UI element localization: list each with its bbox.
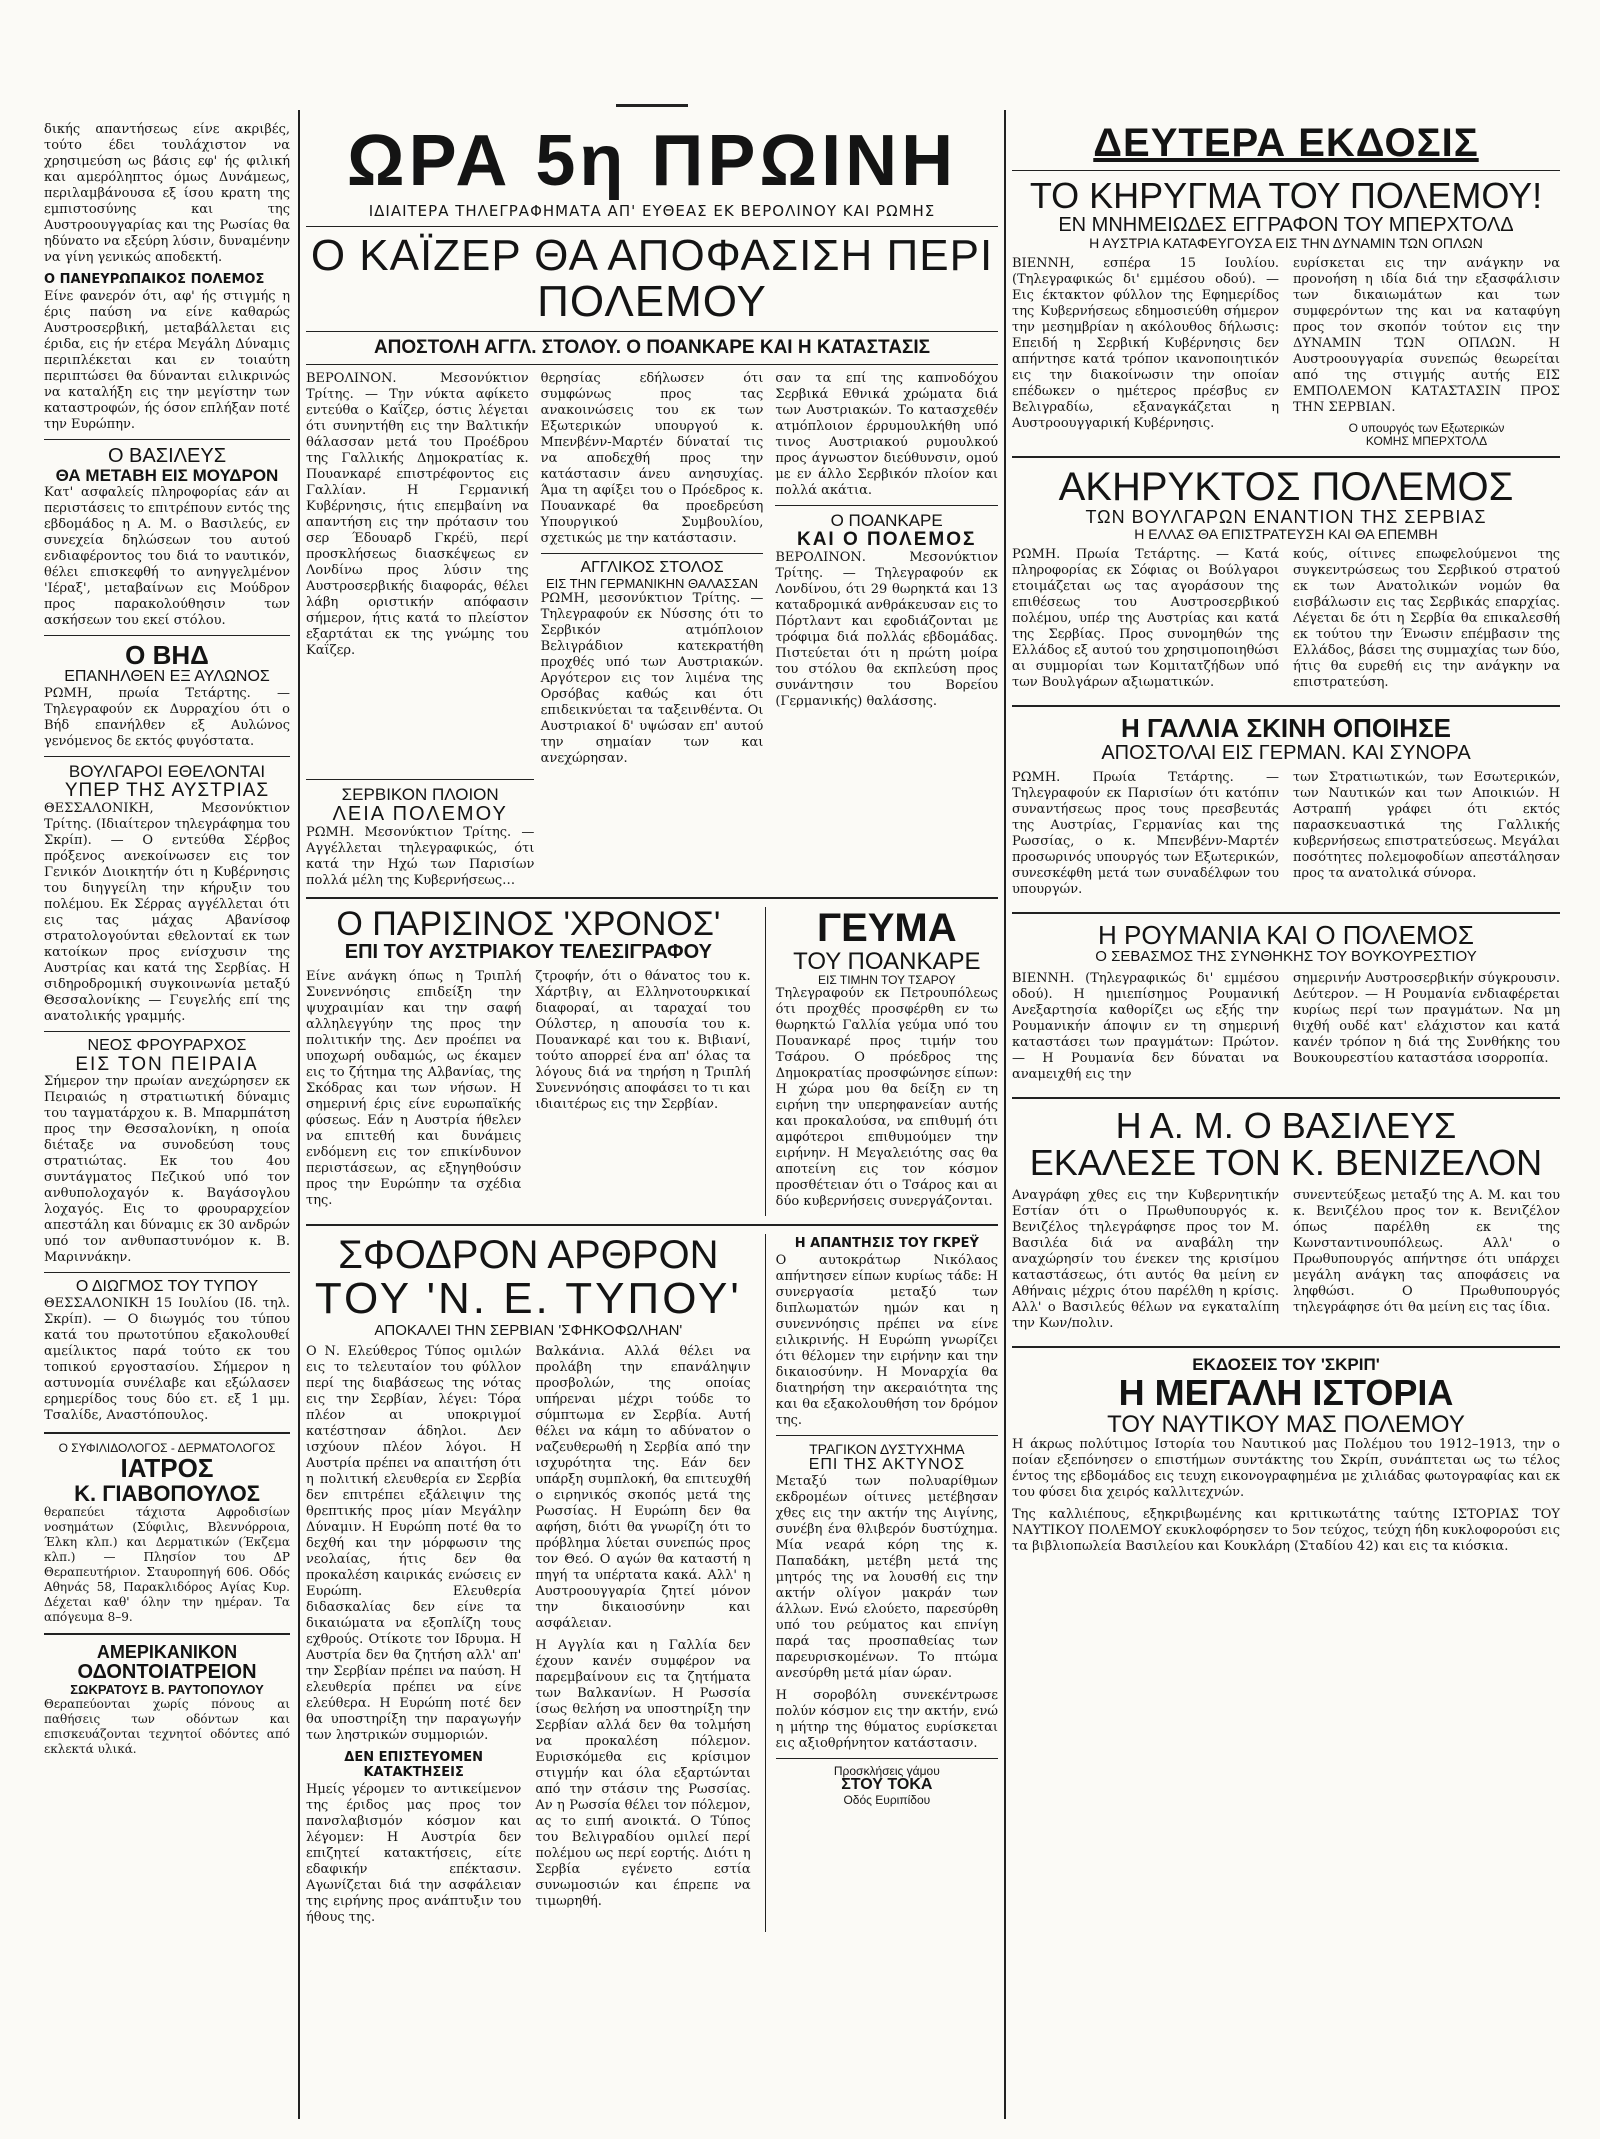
headline: ΑΚΗΡΥΚΤΟΣ ΠΟΛΕΜΟΣ (1058, 464, 1514, 509)
article-text: ΘΕΣΣΑΛΟΝΙΚΗ 15 Ιουλίου (Ιδ. τηλ. Σκρίπ). — Ο διωγμός του τύπου κατά του πρωτοτύπου εξακολουθεί αμείλικτος παρά τούτο εκ του τοπικού εργοστασίου. Σήμερον η αστυνομία συνέλαβε και εξώλασεν ερημερίδος τους δύο ετ. εξ 1 μμ. Τσαλίδε, Αναστόπουλος. (44, 1296, 290, 1424)
subheadline: ΑΠΟΣΤΟΛΗ ΑΓΓΛ. ΣΤΟΛΟΥ. Ο ΠΟΑΝΚΑΡΕ ΚΑΙ Η ΚΑΤΑΣΤΑΣΙΣ (373, 337, 931, 359)
section-title: ΑΓΓΛΙΚΟΣ ΣΤΟΛΟΣ (580, 559, 724, 577)
article-text: Βαλκάνια. Αλλά θέλει να προλάβη την επανάληψιν προσβολών, της οποίας υπήρεναι μέχρι τούδε το σύμπτωμα εν Σερβία. Αυτή θέλει να κάμη το αδύνατον ο ναζευθερωθή η Σερβία από την ισχυρότητα της. Εάν δεν υπάρξη συμπλοκή, θα επιτευχθή ο ειρηνικός σκοπός μετά της Ρωσσίας. Η Ευρώπη δεν θα αφήση, διότι θα γνωρίζη ότι το πρόβλημα λύεται συνεπώς προς τον Θεό. Ο αγών θα καταστή η πηγή τα υπέρτατα κακά. Αλλ' η Αυστροουγγαρία ζητεί μόνον την δικαιοσύνην και ασφάλειαν. (535, 1344, 751, 1632)
ad-line: ΟΔΟΝΤΟΙΑΤΡΕΙΟΝ (77, 1661, 257, 1684)
section-title: ΔΕΝ ΕΠΙΣΤΕΥΟΜΕΝ ΚΑΤΑΚΤΗΣΕΙΣ (344, 1750, 484, 1781)
signature-line: Ο υπουργός των Εξωτερικών (1348, 421, 1505, 436)
article-text: Αναγράφη χθες εις την Κυβερνητικήν Εστίαν ότι ο Πρωθυπουργός κ. Βενιζέλος τηλεγράφησε προς τον Μ. Βασιλέα διά να αναβάλη την αναχώρησίν του ένεκεν της κρισίμου καταστάσεως, ότι αυτός θα μείνη εν Αθήναις μέχρις ότου παρέλθη η κρίσις. Αλλ' ο Βασιλεύς θέλων να εγκαταλίπη την Κων/πολιν. (1012, 1188, 1279, 1332)
section-subtitle: ΕΠΑΝΗΛΘΕΝ ΕΞ ΑΥΛΩΝΟΣ (64, 668, 270, 686)
section-dek: Η ΕΛΛΑΣ ΘΑ ΕΠΙΣΤΡΑΤΕΥΣΗ ΚΑΙ ΘΑ ΕΠΕΜΒΗ (1134, 525, 1438, 542)
section-dek: ΕΙΣ ΤΙΜΗΝ ΤΟΥ ΤΣΑΡΟΥ (818, 972, 956, 987)
article-text: Είνε φανερόν ότι, αφ' ής στιγμής η έρις παύση να είνε καθαρώς Αυστροσερβική, μεταβάλλεται εις έριδα, εις ήν ετέρα Μεγάλη Δύναμις περιπλέκεται και εν τοιαύτη περιπτώσει θα δύνανται ειλικρινώς να καταλήξη εις την μεγίστην των καταστροφών, ής όσον επλήξαν ποτέ την Ευρώπην. (44, 289, 290, 432)
article-text: των Στρατιωτικών, των Εσωτερικών, των Ναυτικών και των Αποικιών. Η Αστραπή γράφει ότι εκτός παρασκευαστικά της Γαλλικής κυβερνήσεως επιστρατεύσεως. Μεγάλαι ποσότητες πολεμοφοδίων απεστάλησαν προς τα ανατολικά σύνορα. (1293, 769, 1560, 881)
article-text: ΡΩΜΗ, πρωία Τετάρτης. — Τηλεγραφούν εκ Δυρραχίου ότι ο Βήδ επανήλθεν εξ Αυλώνος γενόμενος δε εκτός φυγόστατα. (44, 685, 290, 749)
section-title: ΓΕΥΜΑ (817, 905, 957, 950)
ad-text: Θεραπεύονται χωρίς πόνους αι παθήσεις των οδόντων και επισκευάζονται τεχνητοί οδόντες από εκλεκτά υλικά. (44, 1696, 290, 1756)
headline: Ο ΠΑΡΙΣΙΝΟΣ 'ΧΡΟΝΟΣ' (336, 904, 721, 943)
ad-line: ΕΚΔΟΣΕΙΣ ΤΟΥ 'ΣΚΡΙΠ' (1192, 1355, 1380, 1375)
subheadline: ΕΠΙ ΤΟΥ ΑΥΣΤΡΙΑΚΟΥ ΤΕΛΕΣΙΓΡΑΦΟΥ (344, 941, 712, 964)
ad-text: Η άκρως πολύτιμος Ιστορία του Ναυτικού μας Πολέμου του 1912–1913, την ο ποίαν εξεπόνησεν ο επιστήμων συντάκτης του Σκρίπ, συνάπτεται ως τω τέλος έντος της εβδομάδος εις τευχη εικονογραφημένα με χιλιάδας φωτογραφίας και εκ του φύσει δια χειρός καλλιτεχνών. (1012, 1437, 1560, 1501)
article-text: ΡΩΜΗ. Μεσονύκτιον Τρίτης. — Αγγέλλεται τηλεγραφικώς, ότι κατά την Ηχώ των Παρισίων πολλά μέλη της Κυβερνήσεως… (306, 824, 535, 888)
ad-text: Της καλλιέπους, εξηκριβωμένης και κριτικωτάτης ταύτης ΙΣΤΟΡΙΑΣ ΤΟΥ ΝΑΥΤΙΚΟΥ ΠΟΛΕΜΟΥ εκυκλοφόρησεν το 5ον τεύχος, τεύχη ήδη κυκλοφορούσι εις τα βιβλιοπωλεία Βασιλείου και Κουκλάρη (Σταδίου 42) και εις τα κιόσκια. (1012, 1507, 1561, 1555)
headline: ΤΟΥ 'Ν. Ε. ΤΥΠΟΥ' (314, 1274, 742, 1324)
article-text: ΒΕΡΟΛΙΝΟΝ. Μεσονύκτιον Τρίτης. — Την νύκτα αφίκετο εντεύθα ο Καΐζερ, όστις λέγεται ότι συνηντήθη εις την Βαλτικήν θάλασσαν μετά του Προέδρου της Γαλλικής Δημοκρατίας κ. Πουανκαρέ επιστρέφοντος εις Γαλλίαν. Η Γερμανική Κυβέρνησις, ήτις επεμβαίνη να απαντήση εις την πρότασιν του σερ Έδουαρδ Γκρέϋ, περί προσκλήσεως διασκέψεως εν Λονδίνω προς λύσιν της Αυστροσερβικής διαφοράς, θέλει λάβη οριστικήν απόφασιν σήμερον, ήτις κατά το πλείστον εξαρτάται εκ της γνώμης του Καΐζερ. (306, 371, 529, 659)
article-text: δικής απαντήσεως είνε ακριβές, τούτο έδει τουλάχιστον να χρησιμεύση ως βάσις εφ' ής φιλική και αμερόληπτος όμως Δυνάμεως, περιλαμβάνουσα εξ ίσου κρατη της εμπιστοσύνης και της Αυστροουγγαρίας και της Ρωσίας θα ηδύνατο να εξεύρη λύσιν, δυναμένην να γίνη γενικώς αποδεκτή. (44, 122, 290, 265)
article-text: Ο Ν. Ελεύθερος Τύπος ομιλών εις το τελευταίον του φύλλον περί της διαβάσεως της νότας εις την Σερβίαν, λέγει: Τόρα πλέον αι υποκριγμοί κατέστησαν άδηλοι. Δεν ισχύουν πλέον λόγοι. Η Αυστρία πρέπει να απαιτήση ότι η πολιτική ελευθερία εν Σερβία δεν επιτρέπει εξάλειψιν της θρεπτικής προς μίαν Μεγάλην Δύναμιν. Η Ευρώπη ποτέ θα το δεχθή και την μόρφωσιν της νεολαίας, ήτις δεν θα προκαλέση καιρικάς ενώσεις εν Ευρώπη. Ελευθερία διδασκαλίας δεν είνε τα δικαιώματα να εξοπλίζη τους εχθρούς. Οτίκοτε τον Ιδρυμα. Η Αυστρία δεν θα ζητήση αλλ' απ' την Σερβίαν πρέπει να παύση. Η ελευθερία πρέπει να είνε ελεύθερα. Η Ευρώπη ποτέ δεν θα υποστηρίξη την παραγωγήν των ληστρικών συμμοριών. (306, 1344, 522, 1744)
section-dek: Η ΑΥΣΤΡΙΑ ΚΑΤΑΦΕΥΓΟΥΣΑ ΕΙΣ ΤΗΝ ΔΥΝΑΜΙΝ ΤΩΝ ΟΠΛΩΝ (1089, 234, 1483, 251)
headline: Η ΡΟΥΜΑΝΙΑ ΚΑΙ Ο ΠΟΛΕΜΟΣ (1098, 919, 1474, 950)
right-column (1012, 122, 1560, 2129)
article-text: Ημείς γέρομεν το αντικείμενον της έριδος μας προς τον πανσλαβισμόν κόσμον και λέγομεν: Η Αυστρία δεν επιζητεί κατακτήσεις, είτε εδαφικήν επέκτασιν. Αγωνίζεται διά την ασφάλειαν της ειρήνης προς ανάπτυξιν του ήθους της. (306, 1782, 522, 1926)
article-text: Η Αγγλία και η Γαλλία δεν έχουν κανέν συμφέρον να παρεμβαίνουν εις τα ζητήματα των Βαλκανίων. Η Ρωσσία ίσως θελήση να υποστηρίξη την Σερβίαν αλλά δεν θα τολμήση να προκαλέση πόλεμον. Ευρισκόμεθα εις κρίσιμον στιγμήν και όλα εξαρτώνται από την στάσιν της Ρωσσίας. Αν η Ρωσσία θέλει τον πόλεμον, ας το ειπή ανοικτά. Ο Τύπος του Βελιγραδίου ομιλεί περί πολέμου ως περί εορτής. Διότι η Σερβία εγένετο εστία συνωμοσιών και έπρεπε να τιμωρηθή. (535, 1638, 751, 1910)
doctor-advertisement (44, 1442, 290, 1625)
ad-line: Ο ΣΥΦΙΛΙΔΟΛΟΓΟΣ - ΔΕΡΜΑΤΟΛΟΓΟΣ (58, 1441, 276, 1456)
left-column (44, 122, 290, 2129)
section-title: Ο ΒΗΔ (125, 639, 209, 670)
subheadline: ΑΠΟΚΑΛΕΙ ΤΗΝ ΣΕΡΒΙΑΝ 'ΣΦΗΚΟΦΩΛΗΑΝ' (374, 1321, 683, 1339)
article-text: Ο αυτοκράτωρ Νικόλαος απήντησεν είπων κυρίως τάδε: Η συνεργασία μεταξύ των διπλωματών ημών και η συνεννόησις πρέπει να είνε ειλικρινής. Η Ευρώπη γνωρίζει ότι θέλομεν την ειρήνην και την δικαιοσύνην. Η Μοναρχία θα διατηρήση την ακεραιότητα της και θα εξακολουθήση τον δρόμον της. (775, 1253, 998, 1429)
article-text: ΒΙΕΝΝΗ, εσπέρα 15 Ιουλίου. (Τηλεγραφικώς δι' εμμέσου οδού). — Εις έκτακτον φύλλον της Εφημερίδος της Κυβερνήσεως εδημοσιεύθη σήμερον την μεσημβρίαν η ακόλουθος δήλωσις: Επειδή η Σερβική Κυβέρνησις δεν απήντησε κατά τρόπον ικανοποιητικόν εις την διακοίνωσιν την οποίαν επέδωκεν ο ημέτερος πρέσβυς εν Βελιγραδίω, εξαναγκάζεται η Αυστροουγγαρική Κυβέρνησις. (1012, 256, 1279, 432)
edition-banner: ΔΕΥΤΕΡΑ ΕΚΔΟΣΙΣ (1093, 121, 1479, 165)
headline: Η ΓΑΛΛΙΑ ΣΚΙΝΗ ΟΠΟΙΗΣΕ (1120, 713, 1452, 744)
section-subtitle: ΤΟΥ ΠΟΑΝΚΑΡΕ (793, 947, 981, 975)
article-text: Κατ' ασφαλείς πληροφορίας εάν αι περιστάσεις το επιτρέπουν εντός της εβδομάδος η Α. Μ. ο Βασιλεύς, εν συνεχεία δηλώσεων του αυτού ενδιαφέροντος του διά το ναυτικόν, θέλει επισκεφθή το ανηγγελμένον 'Ιέραξ', μεταβαίνων εις Μούδρον προς παρακολούθησιν των ασκήσεων του εκεί στόλου. (44, 484, 290, 628)
ad-line: ΙΑΤΡΟΣ (120, 1452, 214, 1483)
subheadline: Ο ΣΕΒΑΣΜΟΣ ΤΗΣ ΣΥΝΘΗΚΗΣ ΤΟΥ ΒΟΥΚΟΥΡΕΣΤΙΟΥ (1095, 947, 1477, 965)
section-title: Ο ΔΙΩΓΜΟΣ ΤΟΥ ΤΥΠΟΥ (75, 1278, 259, 1296)
classified-line: ΣΤΟΥ ΤΟΚΑ (841, 1776, 933, 1794)
article-text: ΡΩΜΗ, μεσονύκτιον Τρίτης. — Τηλεγραφούν εκ Νύσσης ότι το Σερβικόν ατμόπλοιον Βελιγράδιον κατεκρατήθη προχθές υπό των Αυστριακών. Αργότερον εις τον λιμένα της Ορσόβας καθώς και ότι επιδεικνύεται τα ταξεινθέντα. Οι Αυστριακοί δ' υψώσαν επ' αυτού την σημαίαν των και ανεχώρησαν. (540, 590, 764, 766)
section-title: Η ΑΠΑΝΤΗΣΙΣ ΤΟΥ ΓΚΡΕΫ (794, 1236, 979, 1252)
ad-line: ΑΜΕΡΙΚΑΝΙΚΟΝ (96, 1642, 238, 1663)
ad-text: θεραπεύει τάχιστα Αφροδισίων νοσημάτων (Σύφιλις, Βλεννόρροια, Έλκη κλπ.) και Δερματικών (Έκζεμα κλπ.) — Πλησίον του ΔΡ Θεραπευτήριον. Σταυροπηγή 606. Οδός Αθηνάς 58, Παρακλιδόρος Αγίας Κυρ. Δέχεται καθ' όλην την ημέραν. Τα απόγευμα 8–9. (44, 1505, 290, 1625)
center-column (306, 122, 998, 2129)
headline: ΣΦΟΔΡΟΝ ΑΡΘΡΟΝ (338, 1233, 719, 1278)
section-title: ΤΡΑΓΙΚΟΝ ΔΥΣΤΥΧΗΜΑ (809, 1441, 965, 1458)
article-text: Η σοροβόλη συνεκέντρωσε πολύν κόσμον εις την ακτήν, ενώ η μήτηρ της θύματος ευρίσκεται εις αξιοθρήνητον κατάστασιν. (775, 1687, 998, 1751)
article-text: Σήμερον την πρωίαν ανεχώρησεν εκ Πειραιώς η στρατιωτική δύναμις του ταγματάρχου κ. Β. Μπαρμπάτση προς την Θεσσαλονίκη, η οποία διέταξε να συνοδεύση τους στρατιώτας. Εκ του 4ου συντάγματος Πεζικού υπό τον ανθυπολοχαγόν κ. Βαγάσογλου λοχαγός. Εις το φρουραρχείον απεστάλη και δύναμις εκ 30 ανδρών υπό τον ανθυπαστυνόμον κ. Β. Μαριννάκην. (44, 1074, 290, 1266)
ad-line: ΣΩΚΡΑΤΟΥΣ Β. ΡΑΥΤΟΠΟΥΛΟΥ (70, 1682, 264, 1698)
section-title: ΣΕΡΒΙΚΟΝ ΠΛΟΙΟΝ (341, 784, 499, 804)
headline: ΤΟ ΚΗΡΥΓΜΑ ΤΟΥ ΠΟΛΕΜΟΥ! (1029, 175, 1543, 216)
article-text: κούς, οίτινες επωφελούμενοι της συγκεντρώσεως του Σερβικού στρατού εκ των Ανατολικών νομών θα εισβάλωσιν εις τας Σερβικάς επαρχίας. Λέγεται δε ότι η Σερβία θα επικαλεσθή εκ τούτου την Ένωσιν επέμβασιν της Ελλάδος, βάσει της συμμαχίας των δύο, ήτις θα ευρεθή εις την ανάγκην να επιστρατεύση. (1293, 547, 1560, 691)
ad-line: Κ. ΓΙΑΒΟΠΟΥΛΟΣ (74, 1481, 260, 1507)
article-text: ΒΙΕΝΝΗ. (Τηλεγραφικώς δι' εμμέσου οδού). Η ημιεπίσημος Ρουμανική Ανεξαρτησία καθορίζει ως εξής την Ρουμανικήν άποψιν εν τη σημερινή καταστάσει των πραγμάτων: Πρώτον. — Η Ρουμανία δεν δύναται να αναμειχθή εις την (1012, 970, 1279, 1082)
ad-line: Η ΜΕΓΑΛΗ ΙΣΤΟΡΙΑ (1118, 1372, 1454, 1414)
article-text: Τηλεγραφούν εκ Πετρουπόλεως ότι προχθές προσφέρθη εν τω θωρηκτώ Γαλλία γεύμα υπό του Πουανκαρέ προς τιμήν του Τσάρου. Ο πρόεδρος της Δημοκρατίας προσφώνησε είπων: Η χώρα μου θα δείξη εν τη ειρήνη την υπερηφανείαν αυτής και προκαλούσα, να επιθυμή ότι αμφότεροι επιθυμούμεν την ειρήνην. Η Μεγαλειότης σας θα αποτείνη εις τον κόσμον προσθέτειαν ότι ο Τσάρος και αι δύο κυβερνήσεις συνεργάζονται. (775, 986, 998, 1210)
section-subtitle: ΘΑ ΜΕΤΑΒΗ ΕΙΣ ΜΟΥΔΡΟΝ (55, 466, 279, 485)
article-text: συνεντεύξεως μεταξύ της Α. Μ. και του κ. Βενιζέλου προς τον κ. Βενιζέλον όπως παρέλθη εκ της Κωνσταντινουπόλεως. Αλλ' ο Πρωθυπουργός απήντησε ότι υπάρχει μεγάλη ανάγκη τας αποφάσεις να ληφθώσι. Ο Πρωθυπουργός τηλεγράφησε ότι θα μείνη εις τας ίδια. (1293, 1188, 1560, 1316)
article-text: ΡΩΜΗ. Πρωία Τετάρτης. — Κατά πληροφορίας εκ Σόφιας οι Βούλγαροι ετοιμάζεται ως τας αγοράσουν της επιθέσεως του Αυστροσερβικού πολέμου, υπέρ της Αυστρίας και κατά της Σερβίας. Προς συνομηθών της Ελλάδος εξ αυτού του χρησιμοποιηθώσι αι συμμορίαι των Κομιτατζήδων υπό των Βουλγάρων αξιωματικών. (1012, 547, 1279, 691)
section-subtitle: ΥΠΕΡ ΤΗΣ ΑΥΣΤΡΙΑΣ (64, 779, 270, 801)
section-subtitle: ΚΑΙ Ο ΠΟΛΕΜΟΣ (796, 529, 977, 551)
section-title: Ο ΠΑΝΕΥΡΩΠΑΙΚΟΣ ΠΟΛΕΜΟΣ (44, 272, 265, 287)
headline: Η Α. Μ. Ο ΒΑΣΙΛΕΥΣ (1115, 1104, 1457, 1146)
ad-line: ΤΟΥ ΝΑΥΤΙΚΟΥ ΜΑΣ ΠΟΛΕΜΟΥ (1107, 1410, 1465, 1438)
headline: ΕΚΑΛΕΣΕ ΤΟΝ Κ. ΒΕΝΙΖΕΛΟΝ (1029, 1142, 1543, 1184)
subheadline: ΤΩΝ ΒΟΥΛΓΑΡΩΝ ΕΝΑΝΤΙΟΝ ΤΗΣ ΣΕΡΒΙΑΣ (1085, 506, 1487, 527)
top-rule (616, 104, 688, 107)
classified-line: Οδός Ευριπίδου (843, 1793, 931, 1808)
section-title: ΝΕΟΣ ΦΡΟΥΡΑΡΧΟΣ (87, 1036, 247, 1054)
subheadline: ΑΠΟΣΤΟΛΑΙ ΕΙΣ ΓΕΡΜΑΝ. ΚΑΙ ΣΥΝΟΡΑ (1101, 741, 1471, 764)
headline: Ο ΚΑΪΖΕΡ ΘΑ ΑΠΟΦΑΣΙΣΗ ΠΕΡΙ ΠΟΛΕΜΟΥ (310, 231, 994, 327)
article-text: θερησίας εδήλωσεν ότι συμφώνως προς τας ανακοινώσεις του εκ των Εξωτερικών υπουργού κ. Μπενβένν-Μαρτέν δύναταί τις να αποδεχθή προς την κατάστασιν άνευ ανησυχίας. Άμα τη αφίξει του ο Πρόεδρος κ. Πουανκαρέ θα προεδρεύση Υπουργικού Συμβουλίου, σχετικώς με την κατάστασιν. (540, 371, 764, 547)
article-text: ΒΕΡΟΛΙΝΟΝ. Μεσονύκτιον Τρίτης. — Τηλεγραφούν εκ Λονδίνου, ότι 29 θωρηκτά και 13 καταδρομικά ανθράκευσαν εις το Πόρτλαντ και εφοδιάζονται με τρόφιμα διά πολλάς εβδομάδας. Πιστεύεται ότι η πρώτη μοίρα του στόλου θα εκπλεύση προς συνάντησιν του Βορείου (Γερμανικής) θαλάσσης. (775, 550, 999, 710)
section-title: Ο ΠΟΑΝΚΑΡΕ (830, 511, 943, 531)
subheadline: ΕΝ ΜΝΗΜΕΙΩΔΕΣ ΕΓΓΡΑΦΟΝ ΤΟΥ ΜΠΕΡΧΤΟΛΔ (1058, 213, 1514, 236)
section-subtitle: ΕΙΣ ΤΗΝ ΓΕΡΜΑΝΙΚΗΝ ΘΑΛΑΣΣΑΝ (545, 576, 759, 592)
article-text: ΡΩΜΗ. Πρωία Τετάρτης. — Τηλεγραφούν εκ Παρισίων ότι κατόπιν συναντήσεως προς τους πρεσβευτάς της Αυστρίας, Γερμανίας και της Ρωσσίας, ο κ. Μπενβένν-Μαρτέν προσωρινός υπουργός των Εξωτερικών, συνεσκέφθη μετά των συναδέλφων του υπουργών. (1012, 769, 1279, 897)
section-title: ΒΟΥΛΓΑΡΟΙ ΕΘΕΛΟΝΤΑΙ (68, 761, 266, 781)
column-rule (1004, 110, 1006, 2119)
article-text: ΘΕΣΣΑΛΟΝΙΚΗ, Μεσονύκτιον Τρίτης. (Ιδιαίτερον τηλεγράφημα του Σκρίπ). — Ο εντεύθα Σέρβος πρόξενος ανεκοίνωσεν εις τον Γενικόν Διοικητήν ότι η Κυβέρνησις του διηγγείλη την κήρυξιν του πολέμου. Εκ Σέρρας αγγέλλεται ότι εις τας μάχας Αβανίσοφ στρατολογούνται εθελονταί εκ των κατοίκων προς ενίσχυσιν της Αυστρίας και κατά της Σερβίας. Η σιδηροδρομική συγκοινωνία μεταξύ Θεσσαλονίκης — Γευγελής επί της ανατολικής γραμμής. (44, 800, 290, 1024)
signature-line: ΚΟΜΗΣ ΜΠΕΡΧΤΟΛΔ (1365, 434, 1488, 449)
section-subtitle: ΕΙΣ ΤΟΝ ΠΕΙΡΑΙΑ (75, 1053, 259, 1075)
banner-dek: ΙΔΙΑΙΤΕΡΑ ΤΗΛΕΓΡΑΦΗΜΑΤΑ ΑΠ' ΕΥΘΕΑΣ ΕΚ ΒΕΡΟΛΙΝΟΥ ΚΑΙ ΡΩΜΗΣ (368, 202, 936, 220)
article-text: Μεταξύ των πολυαρίθμων εκδρομέων οίτινες μετέβησαν χθες εις την ακτήν της Αιγίνης, συνέβη ένα θλιβερόν δυστύχημα. Μία νεαρά κόρη της κ. Παπαδάκη, μετέβη μετά της μητρός της να λουσθή εις την ακτήν ολίγον μακράν των άλλων. Ενώ ελούετο, παρεσύρθη υπό του ρεύματος και επνίγη παρά τας προσπαθείας των παρευρισκομένων. Το πτώμα ανεσύρθη μετά μίαν ώραν. (775, 1473, 998, 1681)
dentist-advertisement (44, 1643, 290, 1757)
article-text: σημερινήν Αυστροσερβικήν σύγκρουσιν. Δεύτερον. — Η Ρουμανία ενδιαφέρεται κυρίως περί των πραγμάτων. Να μη θιχθή ουδέ κατ' ελάχιστον και κατά κανέν τρόπον η διά της Συνθήκης του Βουκουρεστίου καταστάσα ισορροπία. (1293, 970, 1561, 1066)
classified-line: Προσκλήσεις γάμου (833, 1763, 940, 1778)
column-rule (298, 110, 300, 2119)
article-text: Είνε ανάγκη όπως η Τριπλή Συνεννόησις επιδείξη την ψυχραιμίαν και την σαφή αλληλεγγύην της προς την πολιτικήν της. Δεν προέπει να υποχωρή ουδαμώς, ως έκαμεν εις το ζήτημα της Αλβανίας, της Σκόδρας και των νήσων. Η σημερινή έρις είνε ευρωπαϊκής φύσεως. Εάν η Αυστρία ήθελεν να επιτεθή και δυνάμεις ενδόμενη εις τον επικίνδυνον περιστάσεων, ας εξηγηθούσιν προς την Ευρώπην τα σχέδια της. (306, 969, 522, 1209)
article-text: ζτροφήν, ότι ο θάνατος του κ. Χάρτβιγ, αι Ελληνοτουρκικαί διαφοραί, αι ταραχαί του Ούλστερ, η απουσία του κ. Πουανκαρέ και του κ. Βιβιανί, τούτο απορρεί ένα απ' όλας τα λόγους διά να τηρήση η Τριπλή Συνεννόησις αποφάσει το τι και ιδιαιτέρως εις την Σερβίαν. (535, 969, 751, 1113)
section-subtitle: ΛΕΙΑ ΠΟΛΕΜΟΥ (332, 802, 508, 825)
publication-advertisement (1012, 1356, 1560, 1555)
article-text: ευρίσκεται εις την ανάγκην να προνοήση η ιδία διά την εξασφάλισιν των δικαιωμάτων και των συμφερόντων της και να καταφύγη προς τον σκοπόν τούτον εις την ΔΥΝΑΜΙΝ ΤΩΝ ΟΠΛΩΝ. Η Αυστροουγγαρία συνεπώς θεωρείται από της στιγμής αυτής ΕΙΣ ΕΜΠΟΛΕΜΟΝ ΚΑΤΑΣΤΑΣΙΝ ΠΡΟΣ ΤΗΝ ΣΕΡΒΙΑΝ. (1293, 256, 1560, 416)
edition-banner: ΩΡΑ 5η ΠΡΩΙΝΗ (346, 121, 958, 201)
article-text: σαν τα επί της καπνοδόχου Σερβικά Εθνικά χρώματα διά των Αυστριακών. Το κατασχεθέν ατμόπλοιον έρρυμουλκήθη υπό τινος Αυστριακού ρυμουλκού προς άγνωστον διεύθυνσιν, ομού με εν άλλο Σερβικόν πλοίον και πολλά ακάτια. (775, 371, 999, 499)
section-subtitle: ΕΠΙ ΤΗΣ ΑΚΤΥΝΟΣ (808, 1456, 965, 1474)
section-title: Ο ΒΑΣΙΛΕΥΣ (107, 445, 227, 467)
